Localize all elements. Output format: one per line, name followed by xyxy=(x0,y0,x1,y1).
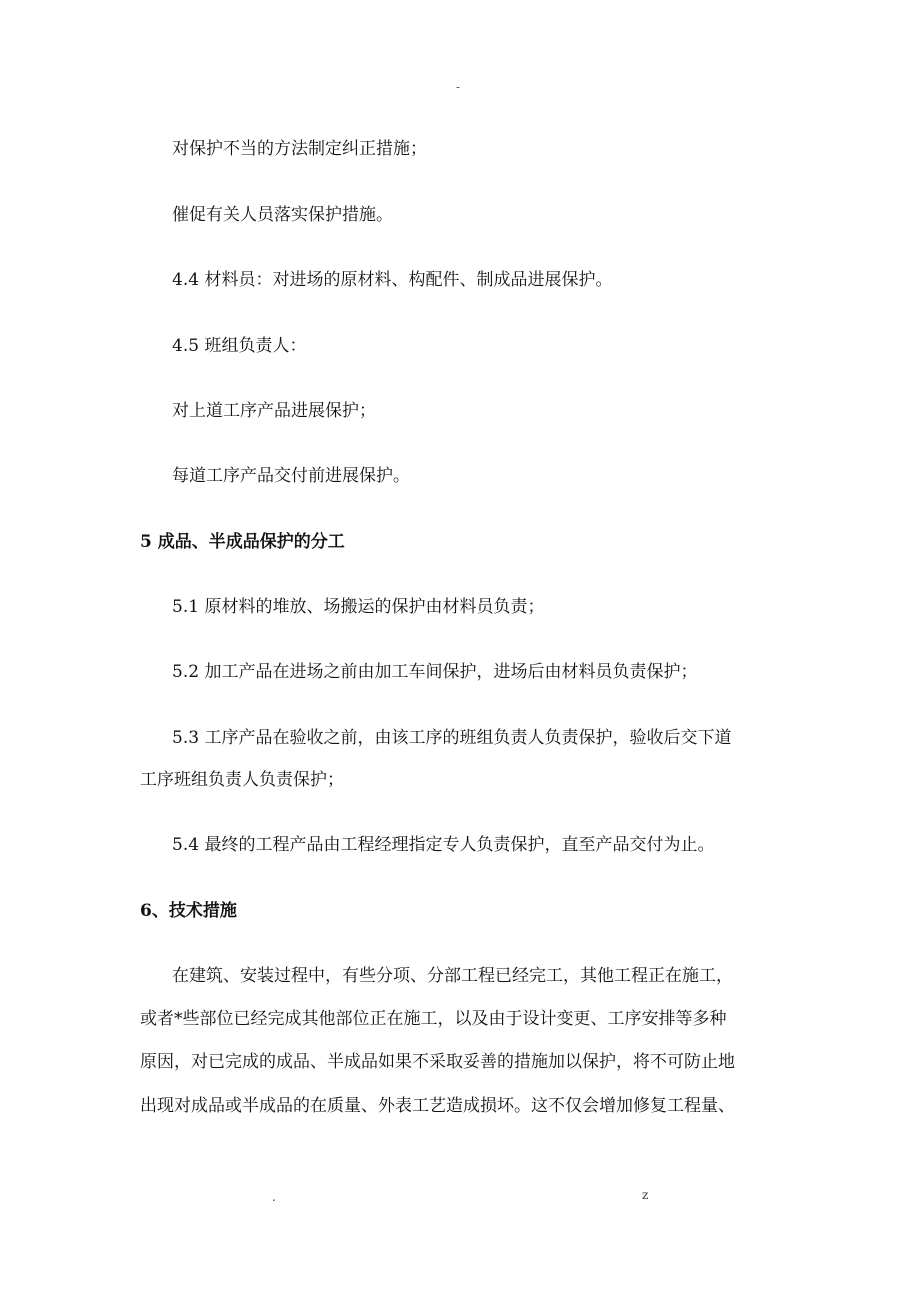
footer-right-mark: z xyxy=(642,1188,649,1202)
paragraph-line: 5.3 工序产品在验收之前，由该工序的班组负责人负责保护，验收后交下道 xyxy=(172,728,732,748)
section-heading: 6、技术措施 xyxy=(140,901,237,921)
paragraph-line: 催促有关人员落实保护措施。 xyxy=(172,205,393,225)
paragraph-line: 原因，对已完成的成品、半成品如果不采取妥善的措施加以保护，将不可防止地 xyxy=(140,1052,735,1072)
paragraph-line: 或者*些部位已经完成其他部位正在施工，以及由于设计变更、工序安排等多种 xyxy=(140,1009,727,1029)
paragraph-line: 5.2 加工产品在进场之前由加工车间保护，进场后由材料员负责保护； xyxy=(172,662,698,682)
paragraph-line: 对保护不当的方法制定纠正措施； xyxy=(172,139,427,159)
paragraph-line: 出现对成品或半成品的在质量、外表工艺造成损坏。这不仅会增加修复工程量、 xyxy=(140,1096,735,1116)
paragraph-line: 5.1 原材料的堆放、场搬运的保护由材料员负责； xyxy=(172,597,545,617)
footer-left-mark: . xyxy=(272,1190,276,1204)
paragraph-line: 工序班组负责人负责保护； xyxy=(140,770,344,790)
paragraph-line: 在建筑、安装过程中，有些分项、分部工程已经完工，其他工程正在施工， xyxy=(172,966,733,986)
paragraph-line: 每道工序产品交付前进展保护。 xyxy=(172,466,410,486)
paragraph-line: 对上道工序产品进展保护； xyxy=(172,401,376,421)
paragraph-line: 5.4 最终的工程产品由工程经理指定专人负责保护，直至产品交付为止。 xyxy=(172,835,715,855)
header-mark: - xyxy=(456,80,461,94)
paragraph-line: 4.4 材料员：对进场的原材料、构配件、制成品进展保护。 xyxy=(172,270,613,290)
paragraph-line: 4.5 班组负责人： xyxy=(172,336,307,356)
section-heading: 5 成品、半成品保护的分工 xyxy=(140,532,345,552)
